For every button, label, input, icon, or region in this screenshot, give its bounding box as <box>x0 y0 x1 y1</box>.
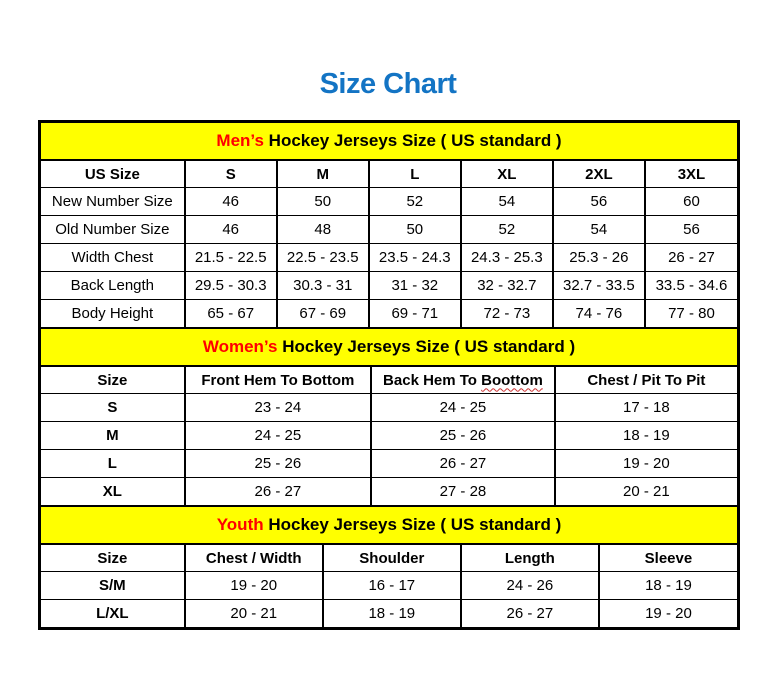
page-title: Size Chart <box>319 68 457 100</box>
size-value: 26 - 27 <box>645 244 737 272</box>
table-row <box>41 216 737 244</box>
row-label: M <box>41 422 185 450</box>
row-label: Old Number Size <box>41 216 185 244</box>
size-value: 19 - 20 <box>185 572 323 600</box>
size-value: 21.5 - 22.5 <box>185 244 277 272</box>
column-header: 2XL <box>553 161 645 188</box>
column-header: L <box>369 161 461 188</box>
size-value: 16 - 17 <box>323 572 461 600</box>
column-header: Size <box>41 367 185 394</box>
banner-highlight: Youth <box>216 515 264 534</box>
size-value: 30.3 - 31 <box>277 272 369 300</box>
size-value: 26 - 27 <box>371 450 555 478</box>
size-value: 46 <box>185 188 277 216</box>
table-row <box>41 394 737 422</box>
table-row <box>41 478 737 506</box>
size-value: 54 <box>553 216 645 244</box>
size-value: 18 - 19 <box>599 572 737 600</box>
row-label: XL <box>41 478 185 506</box>
size-value: 29.5 - 30.3 <box>185 272 277 300</box>
size-value: 26 - 27 <box>461 600 599 628</box>
size-value: 24 - 25 <box>185 422 371 450</box>
table-row <box>41 600 737 628</box>
size-value: 60 <box>645 188 737 216</box>
size-value: 24 - 26 <box>461 572 599 600</box>
header-row <box>41 367 737 394</box>
womens-table-banner <box>41 327 737 367</box>
banner-highlight: Men’s <box>216 131 264 150</box>
column-header: XL <box>461 161 553 188</box>
column-header: Back Hem To Boottom <box>371 367 555 394</box>
mens-size-table <box>41 161 737 327</box>
size-value: 32.7 - 33.5 <box>553 272 645 300</box>
youth-table-banner <box>41 505 737 545</box>
size-value: 69 - 71 <box>369 300 461 328</box>
row-label: New Number Size <box>41 188 185 216</box>
size-value: 32 - 32.7 <box>461 272 553 300</box>
banner-rest: Hockey Jerseys Size ( US standard ) <box>263 515 562 534</box>
size-value: 19 - 20 <box>555 450 737 478</box>
size-value: 19 - 20 <box>599 600 737 628</box>
column-header: M <box>277 161 369 188</box>
size-value: 56 <box>645 216 737 244</box>
mens-section <box>41 123 737 327</box>
size-value: 50 <box>277 188 369 216</box>
column-header: Sleeve <box>599 545 737 572</box>
size-value: 25 - 26 <box>371 422 555 450</box>
size-value: 24.3 - 25.3 <box>461 244 553 272</box>
size-value: 74 - 76 <box>553 300 645 328</box>
row-label: S/M <box>41 572 185 600</box>
size-value: 26 - 27 <box>185 478 371 506</box>
size-value: 77 - 80 <box>645 300 737 328</box>
table-row <box>41 300 737 328</box>
size-value: 56 <box>553 188 645 216</box>
banner-highlight: Women’s <box>202 337 278 356</box>
size-value: 22.5 - 23.5 <box>277 244 369 272</box>
size-value: 31 - 32 <box>369 272 461 300</box>
youth-section <box>41 505 737 627</box>
column-header: Chest / Width <box>185 545 323 572</box>
row-label: Back Length <box>41 272 185 300</box>
size-value: 50 <box>369 216 461 244</box>
banner-rest: Hockey Jerseys Size ( US standard ) <box>263 131 562 150</box>
table-row <box>41 450 737 478</box>
column-header: US Size <box>41 161 185 188</box>
header-row <box>41 545 737 572</box>
womens-section <box>41 327 737 505</box>
column-header: Front Hem To Bottom <box>185 367 371 394</box>
column-header: Size <box>41 545 185 572</box>
row-label: Body Height <box>41 300 185 328</box>
table-row <box>41 272 737 300</box>
banner-rest: Hockey Jerseys Size ( US standard ) <box>277 337 576 356</box>
row-label: L <box>41 450 185 478</box>
size-value: 23 - 24 <box>185 394 371 422</box>
header-row <box>41 161 737 188</box>
size-value: 33.5 - 34.6 <box>645 272 737 300</box>
table-row <box>41 572 737 600</box>
size-value: 18 - 19 <box>323 600 461 628</box>
size-value: 25 - 26 <box>185 450 371 478</box>
size-value: 27 - 28 <box>371 478 555 506</box>
size-value: 46 <box>185 216 277 244</box>
table-row <box>41 422 737 450</box>
mens-table-banner <box>41 123 737 161</box>
column-header: Shoulder <box>323 545 461 572</box>
size-value: 25.3 - 26 <box>553 244 645 272</box>
size-value: 48 <box>277 216 369 244</box>
youth-size-table <box>41 545 737 627</box>
size-value: 24 - 25 <box>371 394 555 422</box>
size-value: 20 - 21 <box>185 600 323 628</box>
size-value: 23.5 - 24.3 <box>369 244 461 272</box>
column-header: 3XL <box>645 161 737 188</box>
size-value: 54 <box>461 188 553 216</box>
column-header: Chest / Pit To Pit <box>555 367 737 394</box>
row-label: S <box>41 394 185 422</box>
column-header: S <box>185 161 277 188</box>
table-row <box>41 188 737 216</box>
size-value: 17 - 18 <box>555 394 737 422</box>
row-label: L/XL <box>41 600 185 628</box>
size-value: 52 <box>461 216 553 244</box>
size-value: 72 - 73 <box>461 300 553 328</box>
size-value: 67 - 69 <box>277 300 369 328</box>
table-row <box>41 244 737 272</box>
column-header: Length <box>461 545 599 572</box>
size-value: 52 <box>369 188 461 216</box>
size-chart-container <box>38 120 740 630</box>
womens-size-table <box>41 367 737 505</box>
size-value: 65 - 67 <box>185 300 277 328</box>
misspelled-word: Boottom <box>481 371 543 389</box>
size-value: 20 - 21 <box>555 478 737 506</box>
size-value: 18 - 19 <box>555 422 737 450</box>
row-label: Width Chest <box>41 244 185 272</box>
